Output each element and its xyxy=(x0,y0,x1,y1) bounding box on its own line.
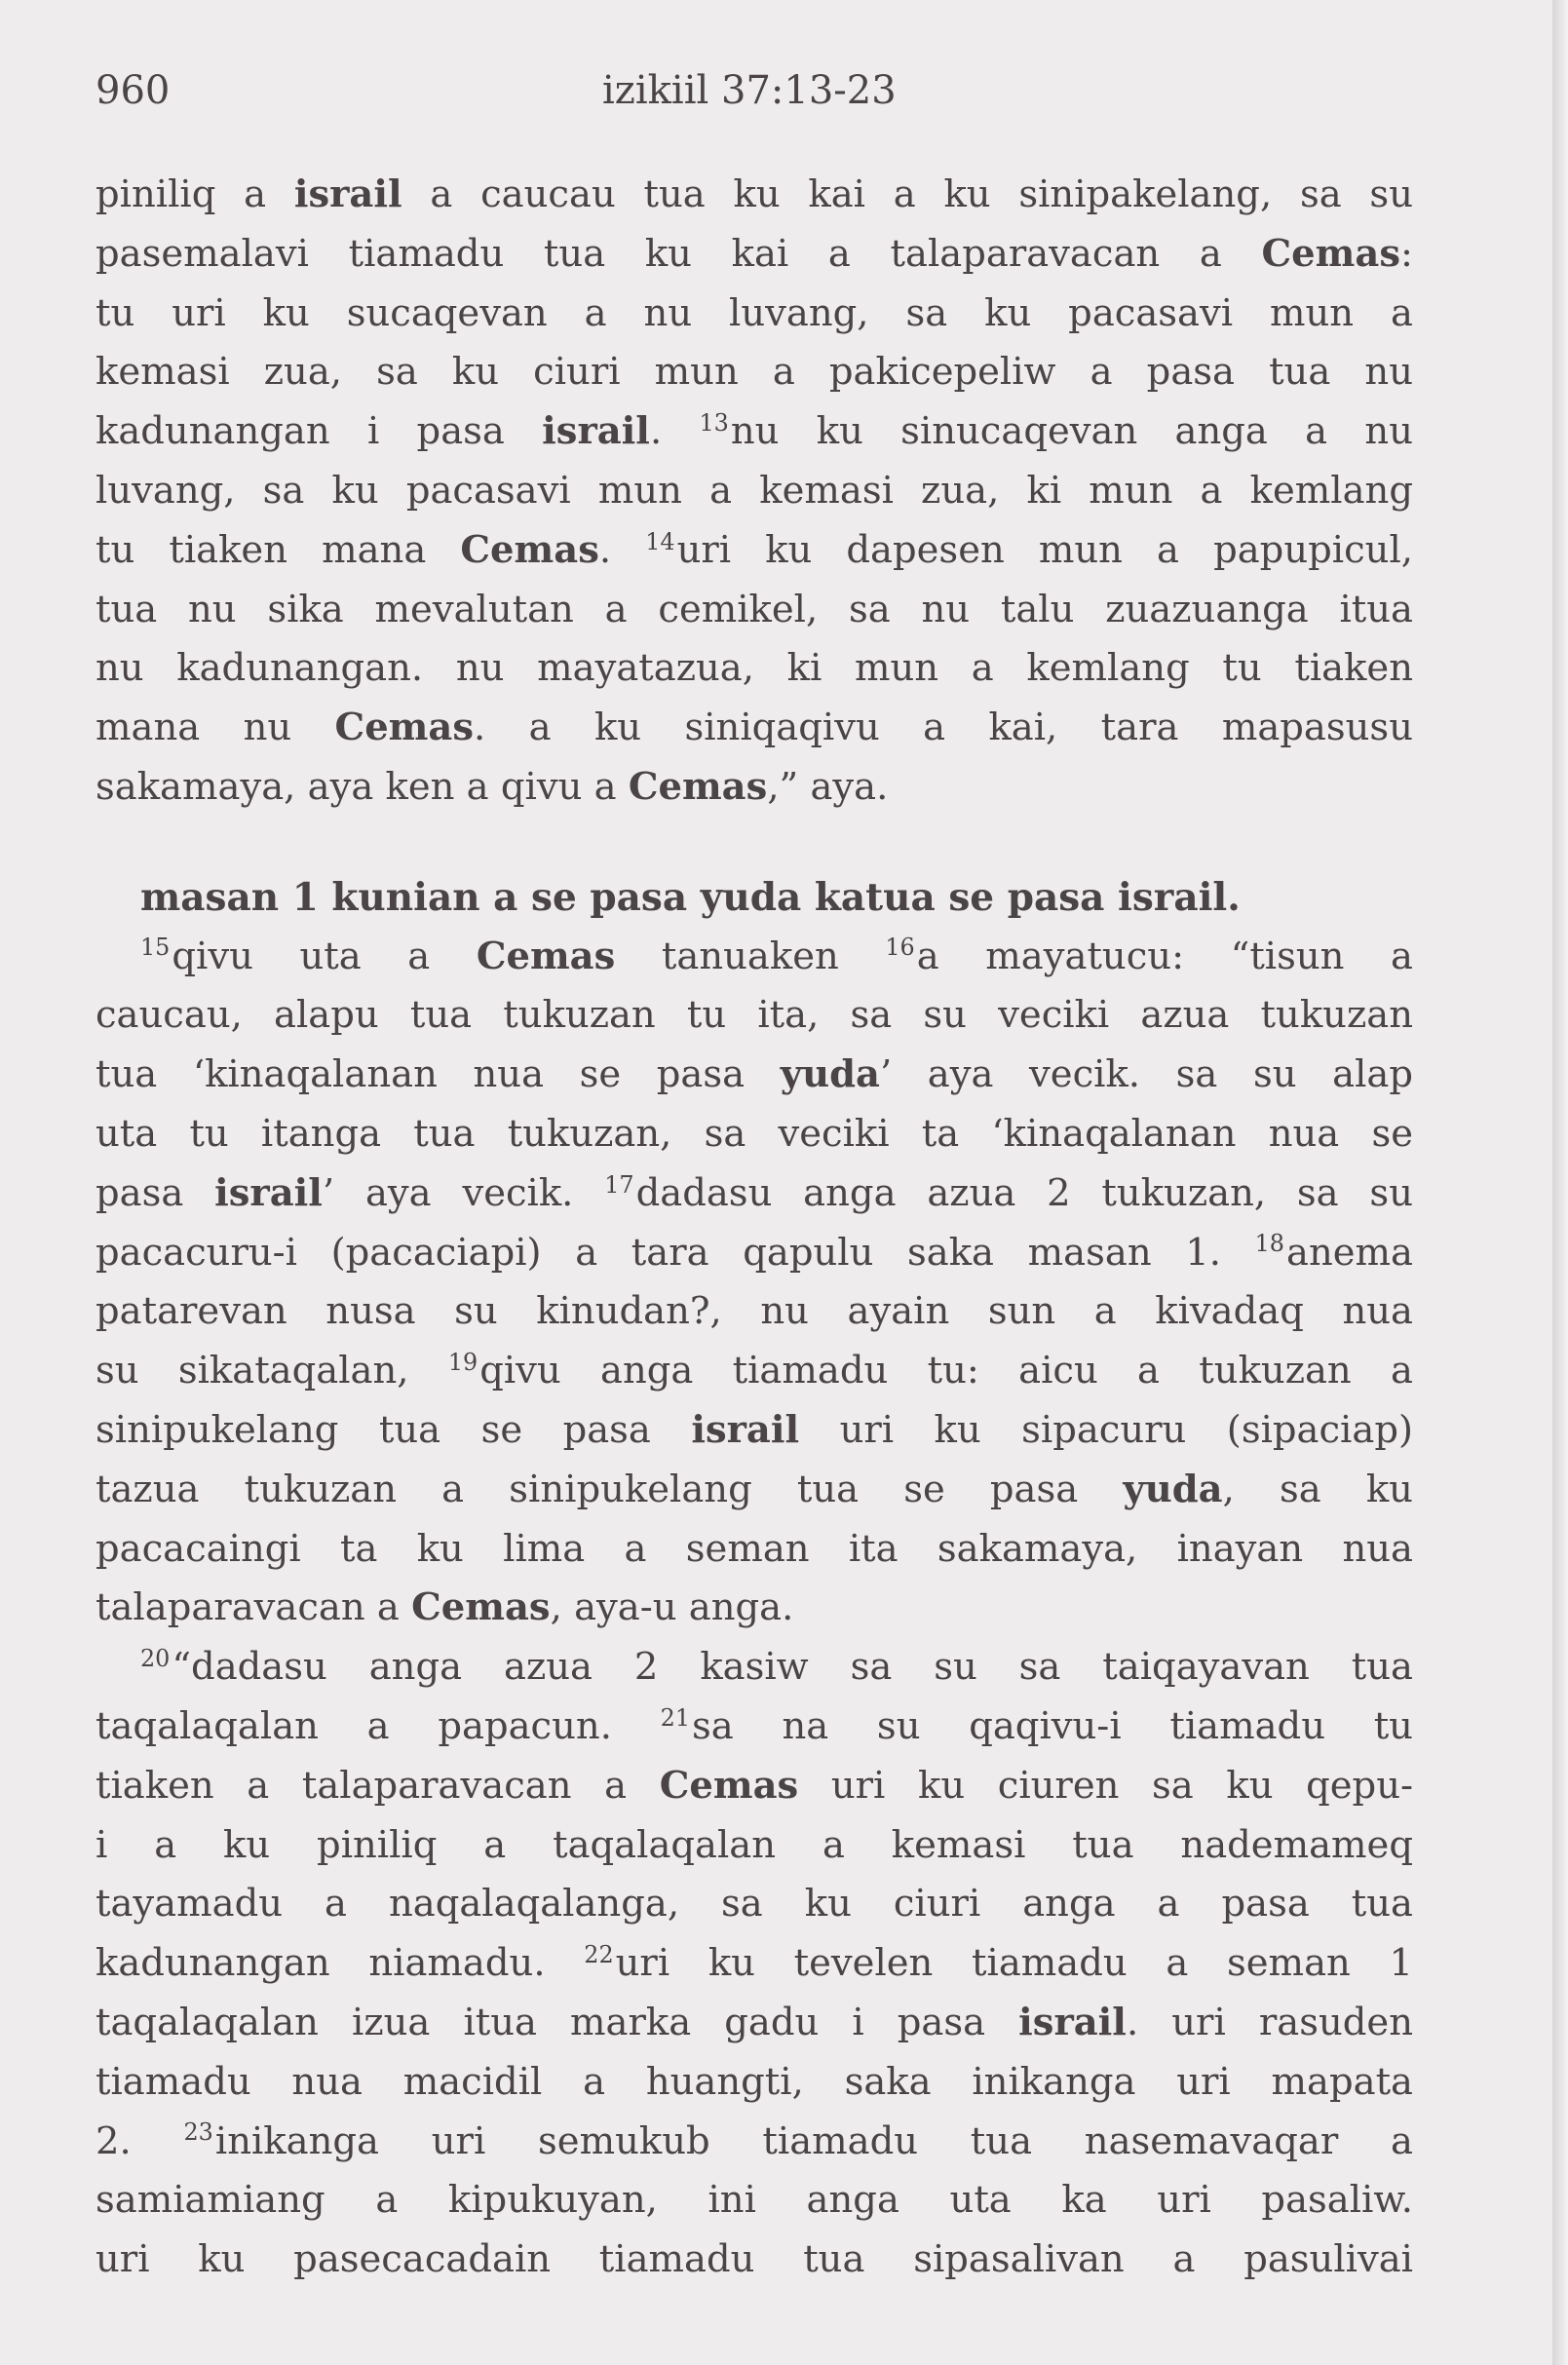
text-line: kadunangan niamadu. $^{22}$uri ku tevelen tiamadu a seman 1 xyxy=(96,1940,1414,1986)
text-line: uta tu itanga tua tukuzan, sa veciki ta ‘kinaqalanan nua se xyxy=(96,1111,1413,1156)
text-line: nu kadunangan. nu mayatazua, ki mun a kemlang tu tiaken xyxy=(96,646,1413,691)
text-line: sinipukelang tua se pasa israil uri ku sipacuru (sipaciap) xyxy=(96,1407,1413,1452)
text-line: 2. $^{23}$inikanga uri semukub tiamadu tua nasemavaqar a xyxy=(96,2118,1413,2163)
text-line: sakamaya, aya ken a qivu a Cemas,” aya. xyxy=(96,764,889,809)
verse-number: 20 xyxy=(140,1645,171,1672)
text-line: taqalaqalan izua itua marka gadu i pasa israil. uri rasuden xyxy=(96,2000,1413,2044)
text-line: pasa israil’ aya vecik. $^{17}$dadasu anga azua 2 tukuzan, sa su xyxy=(96,1170,1413,1215)
text-line: tazua tukuzan a sinipukelang tua se pasa yuda, sa ku xyxy=(96,1467,1413,1511)
text-line: patarevan nusa su kinudan?, nu ayain sun a kivadaq nua xyxy=(96,1289,1413,1334)
page-body xyxy=(96,166,1413,2290)
verse-number: 22 xyxy=(584,1940,614,1968)
verse-number: 16 xyxy=(885,934,915,962)
text-line: piniliq a israil a caucau tua ku kai a ku sinipakelang, sa su xyxy=(96,172,1413,216)
text-line: uri ku pasecacadain tiamadu tua sipasalivan a pasulivai xyxy=(96,2237,1413,2282)
text-line: $^{15}$qivu uta a Cemas tanuaken $^{16}$a mayatucu: “tisun a xyxy=(140,934,1413,978)
text-line: $^{20}$“dadasu anga azua 2 kasiw sa su sa taiqayavan tua xyxy=(140,1645,1413,1690)
text-line: i a ku piniliq a taqalaqalan a kemasi tua nademameq xyxy=(96,1822,1413,1867)
verse-number: 18 xyxy=(1254,1230,1284,1258)
verse-number: 23 xyxy=(183,2118,213,2147)
text-line: pacacaingi ta ku lima a seman ita sakamaya, inayan nua xyxy=(96,1526,1413,1571)
text-line: mana nu Cemas. a ku siniqaqivu a kai, tara mapasusu xyxy=(96,706,1413,750)
verse-number: 19 xyxy=(447,1349,478,1377)
text-line: tua ‘kinaqalanan nua se pasa yuda’ aya vecik. sa su alap xyxy=(96,1052,1413,1097)
text-line: tiamadu nua macidil a huangti, saka inikanga uri mapata xyxy=(96,2059,1413,2104)
text-line: kemasi zua, sa ku ciuri mun a pakicepeliw a pasa tua nu xyxy=(96,350,1413,395)
verse-number: 21 xyxy=(660,1703,691,1732)
verse-number: 15 xyxy=(140,934,171,962)
verse-number: 17 xyxy=(604,1170,634,1199)
text-line: tu tiaken mana Cemas. $^{14}$uri ku dapesen mun a papupicul, xyxy=(96,527,1413,572)
text-line: pacacuru-i (pacaciapi) a tara qapulu saka masan 1. $^{18}$anema xyxy=(96,1230,1413,1275)
text-line: tiaken a talaparavacan a Cemas uri ku ciuren sa ku qepu- xyxy=(96,1763,1414,1808)
page-number: 960 xyxy=(96,68,171,113)
text-line: kadunangan i pasa israil. $^{13}$nu ku sinucaqevan anga a nu xyxy=(96,409,1414,454)
page-edge xyxy=(1552,0,1568,2365)
verse-number: 13 xyxy=(699,409,729,438)
text-line: luvang, sa ku pacasavi mun a kemasi zua, ki mun a kemlang xyxy=(96,468,1413,513)
text-line: pasemalavi tiamadu tua ku kai a talaparavacan a Cemas: xyxy=(96,231,1413,276)
running-header xyxy=(96,68,1460,127)
verse-number: 14 xyxy=(645,527,675,555)
text-line: talaparavacan a Cemas, aya-u anga. xyxy=(96,1585,794,1630)
text-line: samiamiang a kipukuyan, ini anga uta ka uri pasaliw. xyxy=(96,2178,1413,2223)
text-line: tu uri ku sucaqevan a nu luvang, sa ku pacasavi mun a xyxy=(96,290,1413,335)
text-line: su sikataqalan, $^{19}$qivu anga tiamadu tu: aicu a tukuzan a xyxy=(96,1349,1413,1393)
chapter-reference: izikiil 37:13-23 xyxy=(602,68,897,113)
text-line: tayamadu a naqalaqalanga, sa ku ciuri anga a pasa tua xyxy=(96,1882,1413,1926)
text-line: tua nu sika mevalutan a cemikel, sa nu talu zuazuanga itua xyxy=(96,587,1413,631)
text-line: taqalaqalan a papacun. $^{21}$sa na su qaqivu-i tiamadu tu xyxy=(96,1703,1413,1748)
section-heading: masan 1 kunian a se pasa yuda katua se pasa israil. xyxy=(140,874,1241,920)
text-line: caucau, alapu tua tukuzan tu ita, sa su veciki azua tukuzan xyxy=(96,993,1413,1038)
